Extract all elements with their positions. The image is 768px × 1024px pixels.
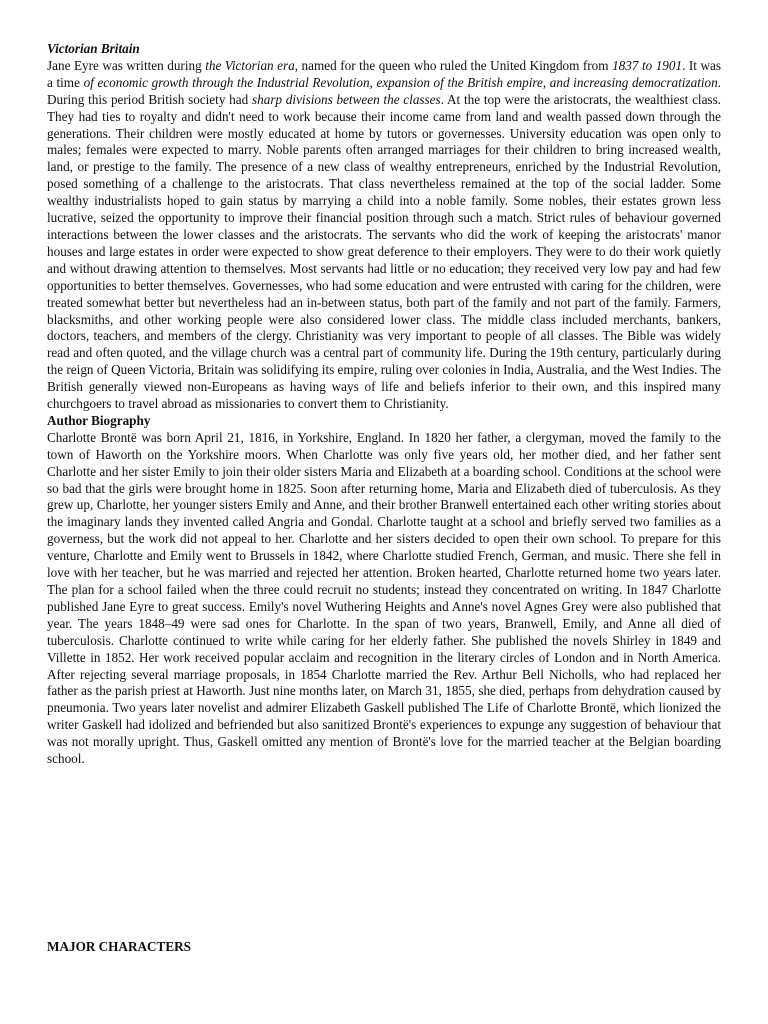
text-run: . It was a time bbox=[47, 57, 721, 90]
document-page bbox=[47, 41, 721, 768]
text-run: Jane Eyre was written during bbox=[47, 57, 206, 73]
text-run-italic: of economic growth through the Industrial Revolution, expansion of the British empire, and increasing democratization bbox=[83, 74, 718, 90]
author-biography-heading: Author Biography bbox=[47, 412, 151, 428]
victorian-britain-paragraph bbox=[47, 58, 721, 413]
text-run: . At the top were the aristocrats, the wealthiest class. They had ties to royalty and didn't need to work because their income came from land and wealth passed down through the generations. Their children were mostly educated at home by tutors or governesses. University education was open only to males; females were expected to marry. Noble parents often arranged marriages for their children to bring increased wealth, land, or prestige to the family. The presence of a new class of wealthy entrepreneurs, enriched by the Industrial Revolution, posed something of a challenge to the aristocrats. That class nevertheless remained at the top of the social ladder. Some wealthy industrialists hoped to gain status by marrying a child into a noble family. Some nobles, their estates grown less lucrative, seized the opportunity to improve their financial position through such a match. Strict rules of behaviour governed interactions between the lower classes and the aristocrats. The servants who did the work of keeping the aristocrats' manor houses and large estates in order were expected to show great deference to their employers. They were to do their work quietly and without drawing attention to themselves. Most servants had little or no education; they received very low pay and had few opportunities to better themselves. Governesses, who had some education and were entrusted with caring for the children, were treated somewhat better but nevertheless had an in-between status, both part of the family and not part of the family. Farmers, blacksmiths, and other working people were also considered lower class. The middle class included merchants, bankers, doctors, teachers, and members of the clergy. Christianity was very important to people of all classes. The Bible was widely read and often quoted, and the village church was a central part of community life. During the 19th century, particularly during the reign of Queen Victoria, Britain was solidifying its empire, ruling over colonies in India, Australia, and the West Indies. The British generally viewed non-Europeans as having ways of life and beliefs inferior to their own, and this inspired many churchgoers to travel abroad as missionaries to convert them to Christianity. bbox=[47, 91, 721, 412]
text-run-italic: the Victorian era bbox=[205, 57, 295, 73]
author-biography-paragraph: Charlotte Brontë was born April 21, 1816, in Yorkshire, England. In 1820 her father, a clergyman, moved the family to the town of Haworth on the Yorkshire moors. When Charlotte was only five years old, her mother died, and her father sent Charlotte and her sister Emily to join their older sisters Maria and Elizabeth at a boarding school. Conditions at the school were so bad that the girls were brought home in 1825. Soon after returning home, Maria and Elizabeth died of tuberculosis. As they grew up, Charlotte, her younger sisters Emily and Anne, and their brother Branwell entertained each other writing stories about the imaginary lands they invented called Angria and Gondal. Charlotte taught at a school and briefly served two families as a governess, but the work did not appeal to her. Charlotte and her sisters decided to open their own school. To prepare for this venture, Charlotte and Emily went to Brussels in 1842, where Charlotte studied French, German, and music. There she fell in love with her teacher, but he was married and rejected her attention. Broken hearted, Charlotte returned home two years later. The plan for a school failed when the three could recruit no students; instead they concentrated on writing. In 1847 Charlotte published Jane Eyre to great success. Emily's novel Wuthering Heights and Anne's novel Agnes Grey were also published that year. The years 1848–49 were sad ones for Charlotte. In the span of two years, Branwell, Emily, and Anne all died of tuberculosis. Charlotte continued to write while caring for her elderly father. She published the novels Shirley in 1849 and Villette in 1852. Her work received popular acclaim and recognition in the literary circles of London and in North America. After rejecting several marriage proposals, in 1854 Charlotte married the Rev. Arthur Bell Nicholls, who had replaced her father as the parish priest at Haworth. Just nine months later, on March 31, 1855, she died, perhaps from dehydration caused by pneumonia. Two years later novelist and admirer Elizabeth Gaskell published The Life of Charlotte Brontë, which lionized the writer Gaskell had idolized and befriended but also sanitized Brontë's experiences to expunge any suggestion of behaviour that was not morally upright. Thus, Gaskell omitted any mention of Brontë's love for the married teacher at the Belgian boarding school. bbox=[47, 429, 721, 767]
text-run: , named for the queen who ruled the United Kingdom from bbox=[294, 57, 613, 73]
victorian-britain-heading: Victorian Britain bbox=[47, 41, 140, 56]
text-run-italic: 1837 to 1901 bbox=[612, 57, 683, 73]
major-characters-heading: MAJOR CHARACTERS bbox=[47, 939, 191, 954]
text-run-italic: sharp divisions between the classes bbox=[252, 91, 441, 107]
text-run: . During this period British society had bbox=[47, 74, 722, 107]
